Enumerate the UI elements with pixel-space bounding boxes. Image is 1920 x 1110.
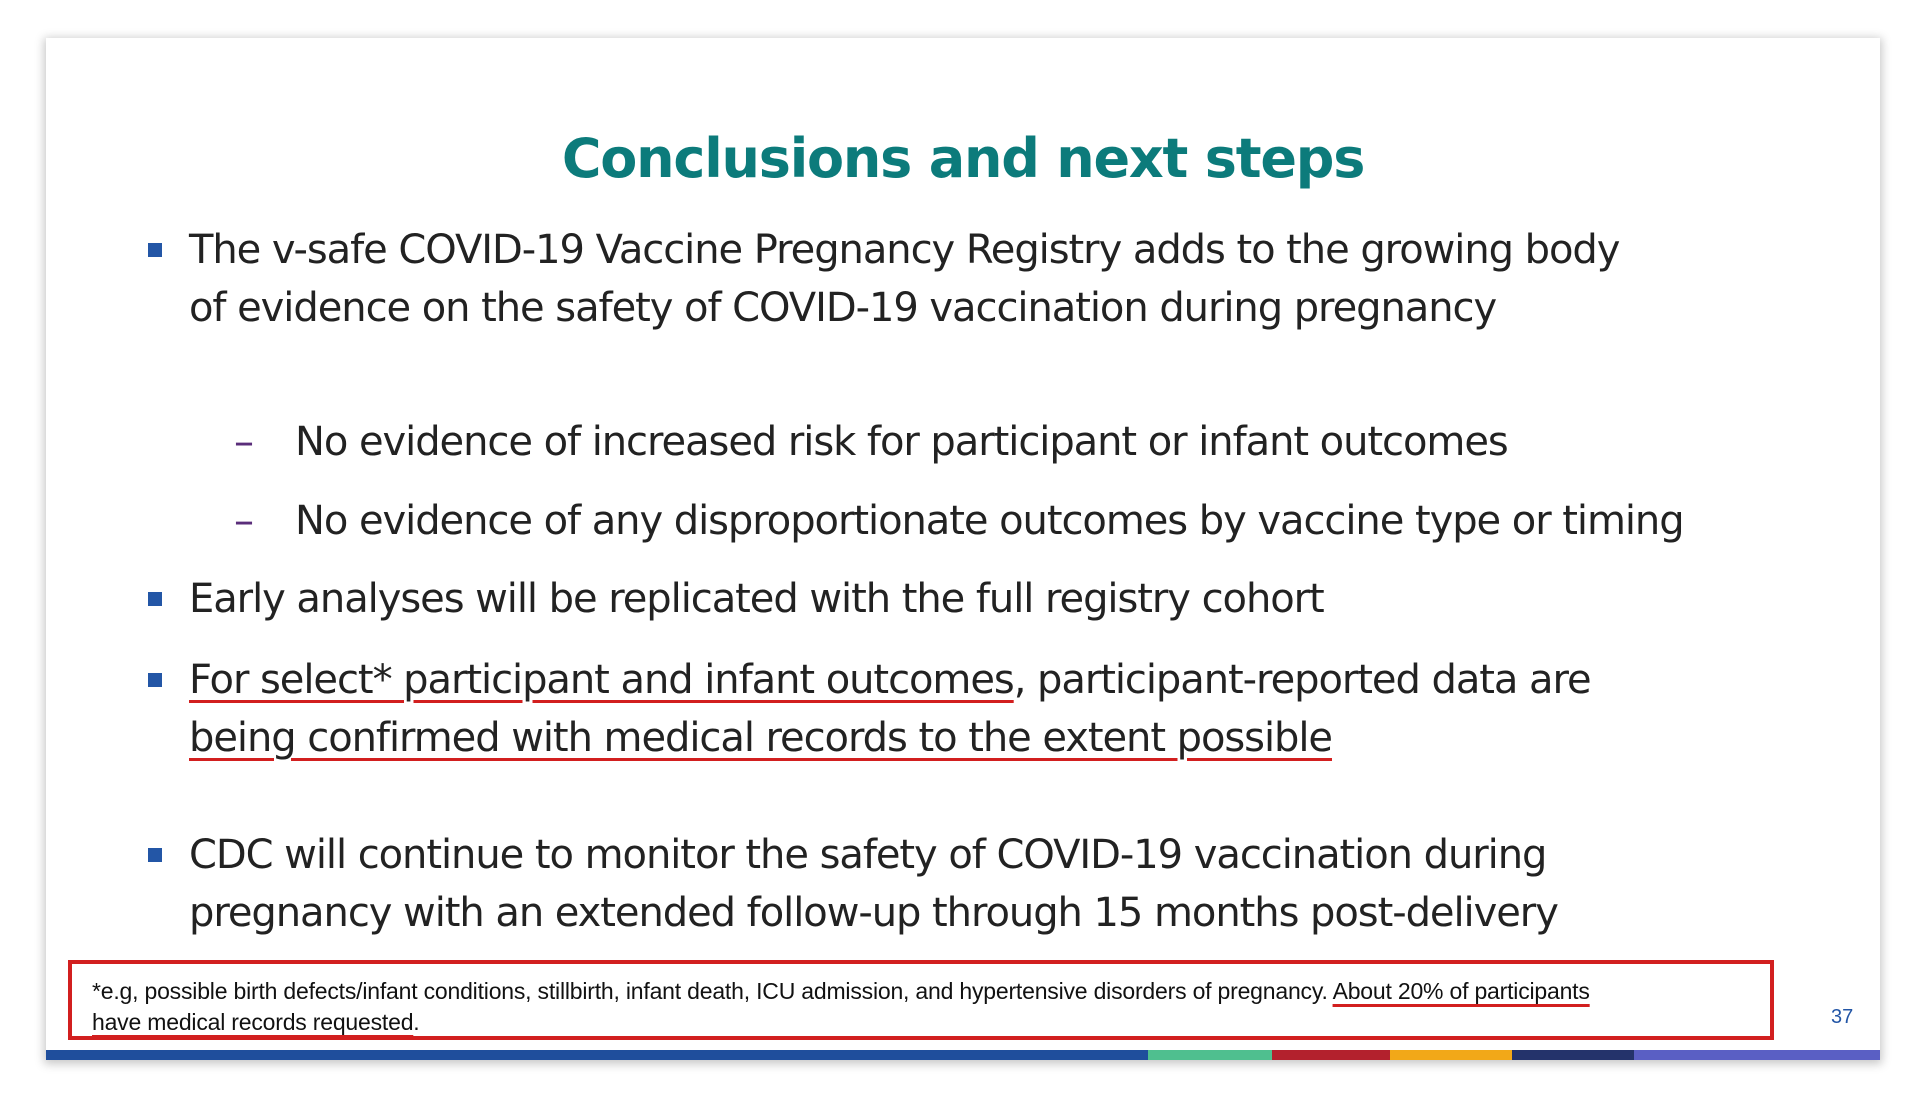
stripe-segment: [1390, 1050, 1512, 1060]
square-bullet-icon: [148, 592, 162, 606]
footnote-highlight-box: [68, 960, 1774, 1040]
footnote-text: .: [413, 1009, 420, 1035]
bullet-list: [46, 38, 1880, 1060]
dash-bullet-icon: –: [234, 419, 253, 465]
footnote-highlighted-text: have medical records requested: [92, 1009, 414, 1035]
footnote-text: *e.g, possible birth defects/infant conditions, stillbirth, infant death, ICU admission, and hypertensive disorders of pregnancy.: [92, 978, 1333, 1004]
bullet-text: [189, 221, 1839, 337]
bullet-line: The v-safe COVID-19 Vaccine Pregnancy Registry adds to the growing body: [189, 227, 1620, 273]
bullet-text: [189, 826, 1839, 942]
footnote-highlighted-text: About 20% of participants: [1332, 978, 1590, 1004]
page-number: 37: [1831, 1006, 1854, 1028]
stripe-segment: [46, 1050, 1148, 1060]
bullet-line: of evidence on the safety of COVID-19 vaccination during pregnancy: [189, 285, 1497, 331]
sub-bullet-text: No evidence of any disproportionate outcomes by vaccine type or timing: [295, 498, 1684, 544]
highlighted-text: For select* participant and infant outcomes: [189, 657, 1014, 703]
square-bullet-icon: [148, 848, 162, 862]
stripe-segment: [1148, 1050, 1272, 1060]
footer-color-stripe: [46, 1050, 1880, 1060]
bullet-line: [189, 651, 1839, 709]
bullet-line-rest: , participant-reported data are: [1013, 657, 1591, 703]
slide: [46, 38, 1880, 1060]
stripe-segment: [1272, 1050, 1390, 1060]
footnote: [92, 976, 1762, 1038]
stripe-segment: [1512, 1050, 1634, 1060]
square-bullet-icon: [148, 673, 162, 687]
bullet-line: CDC will continue to monitor the safety of COVID-19 vaccination during: [189, 832, 1547, 878]
stripe-segment: [1634, 1050, 1880, 1060]
bullet-line: pregnancy with an extended follow-up through 15 months post-delivery: [189, 890, 1558, 936]
highlighted-text: being confirmed with medical records to the extent possible: [189, 715, 1332, 761]
bullet-text: [189, 651, 1839, 767]
sub-bullet-text: No evidence of increased risk for participant or infant outcomes: [295, 419, 1508, 465]
slide-title: Conclusions and next steps: [561, 127, 1365, 190]
dash-bullet-icon: –: [234, 498, 253, 544]
bullet-line: [189, 709, 1839, 767]
bullet-text: Early analyses will be replicated with the full registry cohort: [189, 576, 1324, 622]
square-bullet-icon: [148, 243, 162, 257]
